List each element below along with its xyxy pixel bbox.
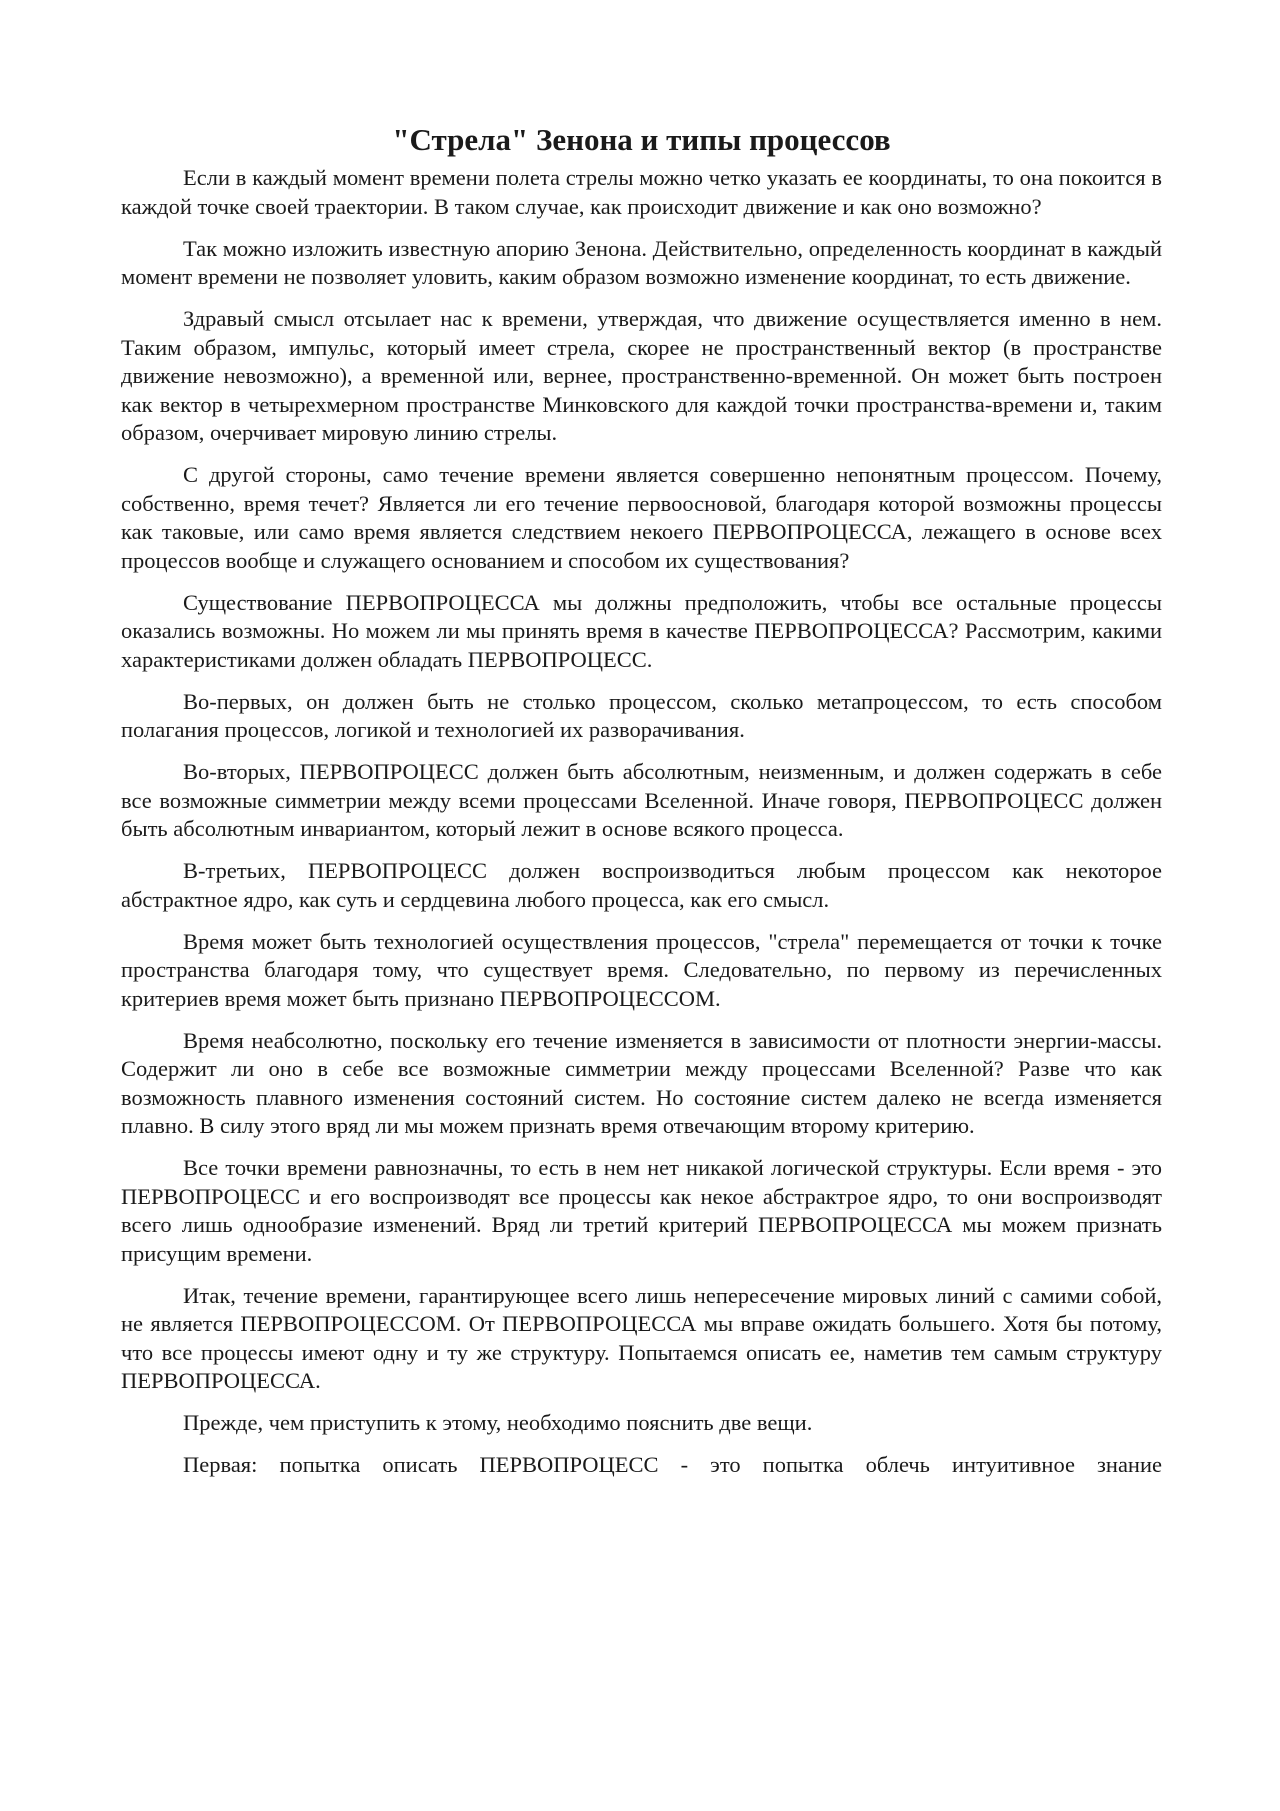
paragraph-10: Время неабсолютно, поскольку его течение изменяется в зависимости от плотности энергии-массы. Содержит ли оно в себе все возможные симметрии между процессами Вселенной? Разве что как возможность плавного изменения состояний систем. Но состояние систем далеко не всегда изменяется плавно. В силу этого вряд ли мы можем признать время отвечающим второму критерию. (121, 1027, 1162, 1138)
document-page (121, 118, 1162, 1493)
paragraph-5: Существование ПЕРВОПРОЦЕССА мы должны предположить, чтобы все остальные процессы оказались возможны. Но можем ли мы принять время в качестве ПЕРВОПРОЦЕССА? Рассмотрим, какими характеристиками должен обладать ПЕРВОПРОЦЕСС. (121, 589, 1162, 672)
paragraph-6: Во-первых, он должен быть не столько процессом, сколько метапроцессом, то есть способом полагания процессов, логикой и технологией их разворачивания. (121, 688, 1162, 742)
paragraph-12: Итак, течение времени, гарантирующее всего лишь непересечение мировых линий с самими собой, не является ПЕРВОПРОЦЕССОМ. От ПЕРВОПРОЦЕССА мы вправе ожидать большего. Хотя бы потому, что все процессы имеют одну и ту же структуру. Попытаемся описать ее, наметив тем самым структуру ПЕРВОПРОЦЕССА. (121, 1282, 1162, 1393)
paragraph-11: Все точки времени равнозначны, то есть в нем нет никакой логической структуры. Если время - это ПЕРВОПРОЦЕСС и его воспроизводят все процессы как некое абстрактрое ядро, то они воспроизводят всего лишь однообразие изменений. Вряд ли третий критерий ПЕРВОПРОЦЕССА мы можем признать присущим времени. (121, 1155, 1162, 1266)
paragraph-13: Прежде, чем приступить к этому, необходимо пояснить две вещи. (183, 1410, 813, 1435)
document-title: "Стрела" Зенона и типы процессов (392, 122, 891, 157)
paragraph-8: В-третьих, ПЕРВОПРОЦЕСС должен воспроизводиться любым процессом как некоторое абстрактное ядро, как суть и сердцевина любого процесса, как его смысл. (121, 858, 1162, 912)
paragraph-2: Так можно изложить известную апорию Зенона. Действительно, определенность координат в каждый момент времени не позволяет уловить, каким образом возможно изменение координат, то есть движение. (121, 235, 1162, 289)
paragraph-9: Время может быть технологией осуществления процессов, "стрела" перемещается от точки к точке пространства благодаря тому, что существует время. Следовательно, по первому из перечисленных критериев время может быть признано ПЕРВОПРОЦЕССОМ. (121, 928, 1162, 1011)
paragraph-3: Здравый смысл отсылает нас к времени, утверждая, что движение осуществляется именно в нем. Таким образом, импульс, который имеет стрела, скорее не пространственный вектор (в пространстве движение невозможно), а временной или, вернее, пространственно-временной. Он может быть построен как вектор в четырехмерном пространстве Минковского для каждой точки пространства-времени и, таким образом, очерчивает мировую линию стрелы. (121, 306, 1162, 445)
paragraph-14: Первая: попытка описать ПЕРВОПРОЦЕСС - это попытка облечь интуитивное знание (183, 1452, 1162, 1477)
paragraph-1: Если в каждый момент времени полета стрелы можно четко указать ее координаты, то она покоится в каждой точке своей траектории. В таком случае, как происходит движение и как оно возможно? (121, 165, 1162, 219)
paragraph-7: Во-вторых, ПЕРВОПРОЦЕСС должен быть абсолютным, неизменным, и должен содержать в себе все возможные симметрии между всеми процессами Вселенной. Иначе говоря, ПЕРВОПРОЦЕСС должен быть абсолютным инвариантом, который лежит в основе всякого процесса. (121, 759, 1162, 841)
paragraph-4: С другой стороны, само течение времени является совершенно непонятным процессом. Почему, собственно, время течет? Является ли его течение первоосновой, благодаря которой возможны процессы как таковые, или само время является следствием некоего ПЕРВОПРОЦЕССА, лежащего в основе всех процессов вообще и служащего основанием и способом их существования? (121, 462, 1162, 573)
